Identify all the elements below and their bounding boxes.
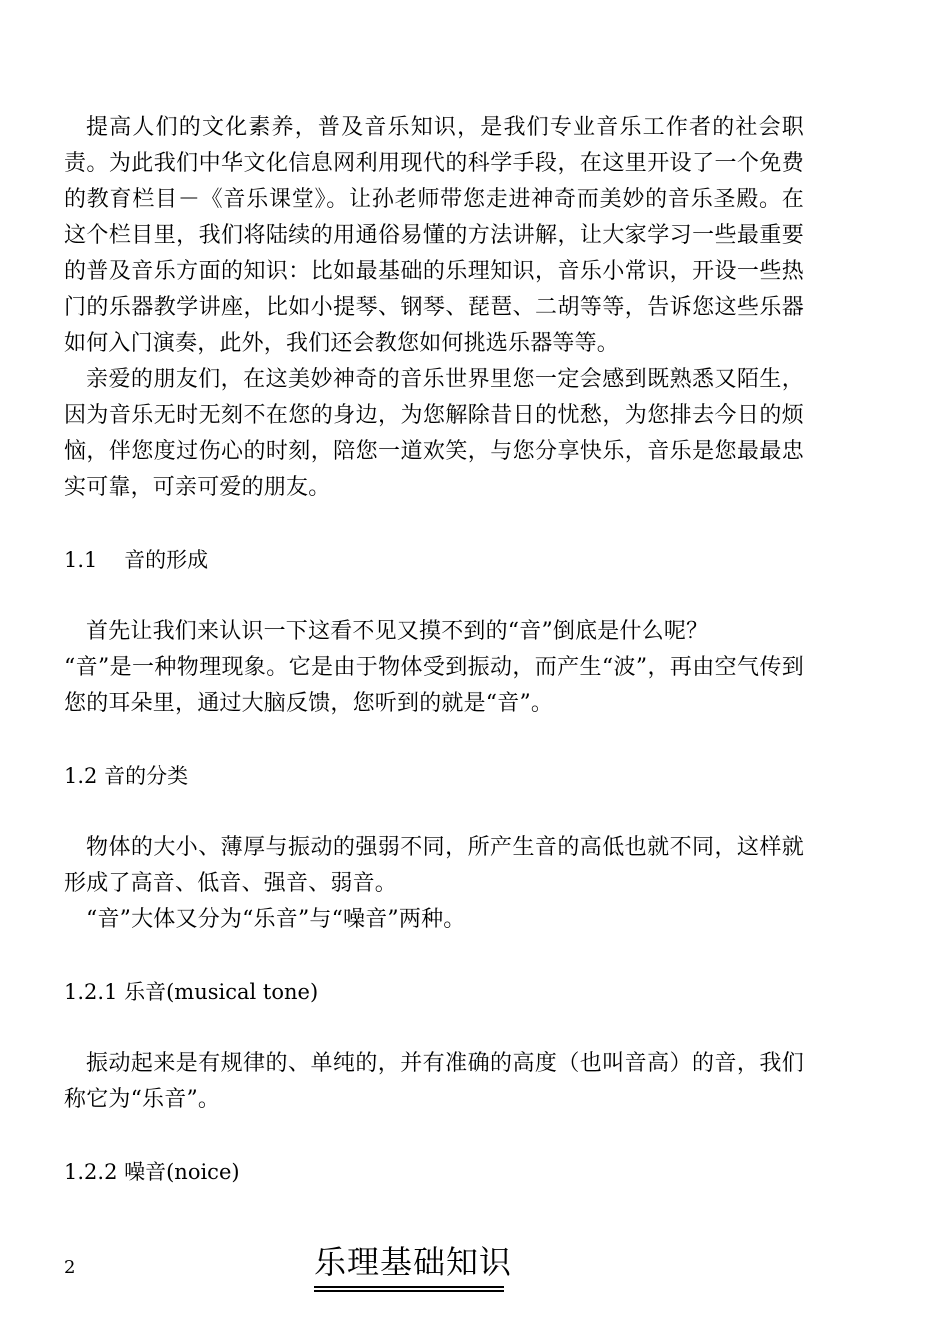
spacer [64,578,804,614]
spacer [64,938,804,974]
spacer [64,506,804,542]
question-paragraph: 首先让我们来认识一下这看不见又摸不到的“音”倒底是什么呢？ [86,619,709,644]
intro-paragraph: 提高人们的文化素养，普及音乐知识，是我们专业音乐工作者的社会职责。为此我们中华文化信息网利用现代的科学手段，在这里开设了一个免费的教育栏目－《音乐课堂》。让孙老师带您走进神奇而美妙的音乐圣殿。在这个栏目里，我们将陆续的用通俗易懂的方法讲解，让大家学习一些最重要的普及音乐方面的知识：比如最基础的乐理知识，音乐小常识，开设一些热门的乐器教学讲座，比如小提琴、钢琴、琵琶、二胡等等，告诉您这些乐器如何入门演奏，此外，我们还会教您如何挑选乐器等等。 [64,115,804,356]
footer-rule-top [314,1286,504,1288]
classification-paragraph: 物体的大小、薄厚与振动的强弱不同，所产生音的高低也就不同，这样就形成了高音、低音、强音、弱音。 [64,835,804,896]
spacer [64,722,804,758]
definition-paragraph: “音”是一种物理现象。它是由于物体受到振动，而产生“波”，再由空气传到您的耳朵里，通过大脑反馈，您听到的就是“音”。 [64,655,804,716]
spacer [64,794,804,830]
section-heading-1-2-2: 1.2.2 噪音(noice) [64,1160,240,1184]
page-content [64,110,804,1190]
spacer [64,1118,804,1154]
footer-rule-bottom [314,1290,504,1292]
friends-paragraph: 亲爱的朋友们，在这美妙神奇的音乐世界里您一定会感到既熟悉又陌生，因为音乐无时无刻不在您的身边，为您解除昔日的忧愁，为您排去今日的烦恼，伴您度过伤心的时刻，陪您一道欢笑，与您分享快乐，音乐是您最最忠实可靠，可亲可爱的朋友。 [64,367,804,500]
musical-tone-paragraph: 振动起来是有规律的、单纯的，并有准确的高度（也叫音高）的音，我们称它为“乐音”。 [64,1051,804,1112]
spacer [64,1010,804,1046]
section-heading-1-2: 1.2 音的分类 [64,764,189,788]
footer-title: 乐理基础知识 [314,1243,513,1281]
types-paragraph: “音”大体又分为“乐音”与“噪音”两种。 [86,907,466,932]
section-heading-1-2-1: 1.2.1 乐音(musical tone) [64,980,319,1004]
section-heading-1-1: 1.1 音的形成 [64,548,209,572]
page-number: 2 [64,1257,76,1278]
